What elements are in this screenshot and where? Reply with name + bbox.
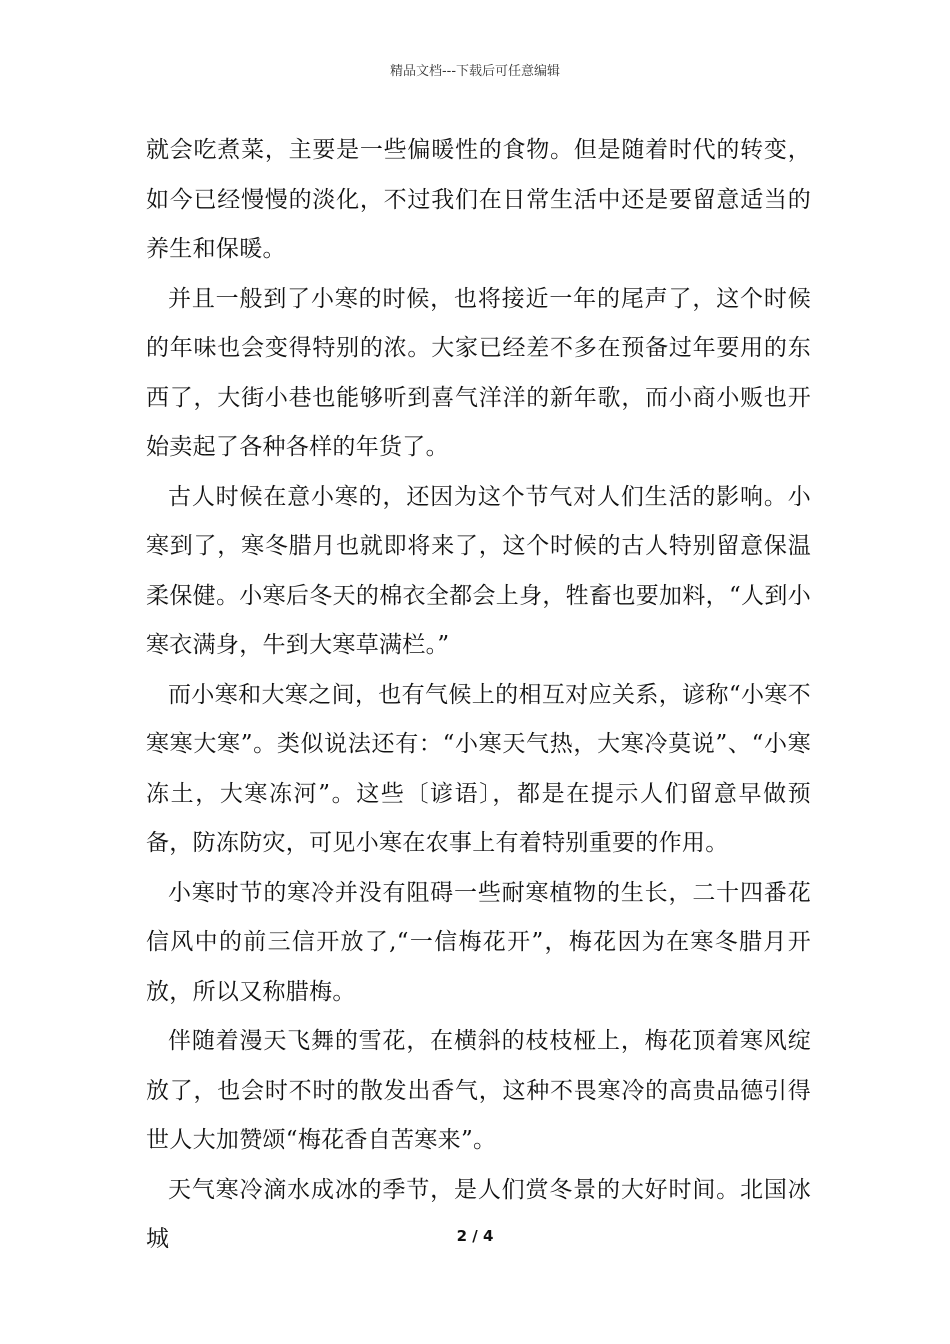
page-number: 2 / 4 [456, 1227, 494, 1245]
paragraph-continued: 就会吃煮菜，主要是一些偏暖性的食物。但是随着时代的转变，如今已经慢慢的淡化，不过我们在日常生活中还是要留意适当的养生和保暖。 [146, 137, 811, 262]
paragraph: 伴随着漫天飞舞的雪花，在横斜的枝枝桠上，梅花顶着寒风绽放了，也会时不时的散发出香气，这种不畏寒冷的高贵品德引得世人大加赞颂“梅花香自苦寒来”。 [146, 1028, 811, 1153]
page-header: 精品文档---下载后可任意编辑 [389, 64, 561, 79]
paragraph: 小寒时节的寒冷并没有阻碍一些耐寒植物的生长，二十四番花信风中的前三信开放了,“一信梅花开”，梅花因为在寒冬腊月开放，所以又称腊梅。 [146, 879, 811, 1005]
paragraph: 并且一般到了小寒的时候，也将接近一年的尾声了，这个时候的年味也会变得特别的浓。大家已经差不多在预备过年要用的东西了，大街小巷也能够听到喜气洋洋的新年歌，而小商小贩也开始卖起了各种各样的年货了。 [146, 285, 811, 460]
paragraph: 而小寒和大寒之间，也有气候上的相互对应关系，谚称“小寒不寒寒大寒”。类似说法还有：“小寒天气热，大寒冷莫说”、“小寒冻土，大寒冻河”。这些〔谚语〕，都是在提示人们留意早做预备，防冻防灾，可见小寒在农事上有着特别重要的作用。 [146, 681, 811, 856]
document-body [146, 126, 811, 1265]
paragraph: 古人时候在意小寒的，还因为这个节气对人们生活的影响。小寒到了，寒冬腊月也就即将来了，这个时候的古人特别留意保温柔保健。小寒后冬天的棉衣全都会上身，牲畜也要加料，“人到小寒衣满身，牛到大寒草满栏。” [146, 483, 811, 658]
paragraph: 天气寒冷滴水成冰的季节，是人们赏冬景的大好时间。北国冰城 [146, 1176, 811, 1252]
